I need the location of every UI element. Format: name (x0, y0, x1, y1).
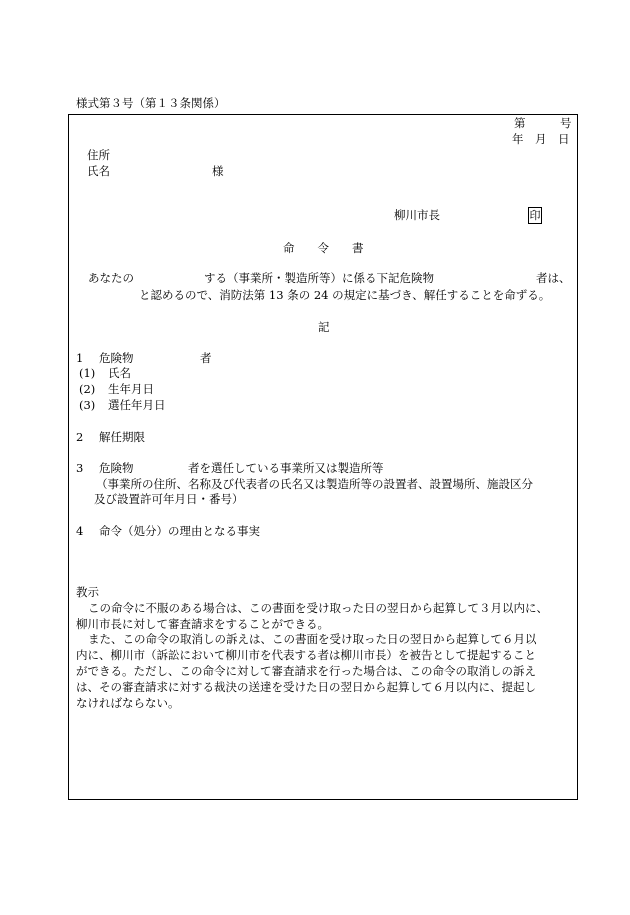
seal-mark: 印 (529, 209, 541, 222)
ki-heading: 記 (318, 320, 330, 334)
item3-note-line2: 及び設置許可年月日・番号） (94, 492, 244, 506)
document-number-line: 第 号 (514, 116, 572, 130)
document-date-line: 年 月 日 (512, 132, 570, 146)
item4-number: 4 (76, 524, 84, 538)
item1-sub2-number: (2) (79, 382, 96, 396)
item1-label-b: 者 (200, 351, 212, 365)
instruction-para2-line5: なければならない。 (76, 696, 180, 710)
body-line2: と認めるので、消防法第 13 条の 24 の規定に基づき、解任することを命ずる。 (139, 288, 551, 302)
document-title: 命 令 書 (283, 241, 364, 255)
item1-sub3-number: (3) (79, 398, 96, 412)
item2-text: 解任期限 (99, 430, 145, 444)
item3-label-a: 危険物 (99, 461, 134, 475)
item3-note-line1: （事業所の住所、名称及び代表者の氏名又は製造所等の設置者、設置場所、施設区分 (96, 477, 533, 491)
item3-number: 3 (76, 461, 84, 475)
issuer-title: 柳川市長 (394, 208, 440, 222)
item4-text: 命令（処分）の理由となる事実 (99, 524, 260, 538)
instruction-para2-line3: ができる。ただし、この命令に対して審査請求を行った場合は、この命令の取消しの訴え (76, 664, 536, 678)
address-label: 住所 (87, 148, 110, 162)
instruction-para1-line1: この命令に不服のある場合は、この書面を受け取った日の翌日から起算して３月以内に、 (88, 601, 548, 615)
body-line1-part-b: する（事業所・製造所等）に係る下記危険物 (204, 271, 434, 285)
form-title: 様式第３号（第１３条関係） (76, 96, 226, 110)
item1-sub1-number: (1) (79, 366, 96, 380)
instruction-para2-line2: 内に、柳川市（訴訟において柳川市を代表する者は柳川市長）を被告として提起すること (76, 648, 536, 662)
instruction-heading: 教示 (76, 585, 99, 599)
item1-sub1-text: 氏名 (108, 366, 131, 380)
instruction-para2-line4: は、その審査請求に対する裁決の送達を受けた日の翌日から起算して６月以内に、提起し (76, 680, 536, 694)
item3-label-b: 者を選任している事業所又は製造所等 (188, 461, 384, 475)
name-label: 氏名 (87, 164, 110, 178)
instruction-para1-line2: 柳川市長に対して審査請求をすることができる。 (76, 617, 329, 631)
honorific-sama: 様 (212, 164, 224, 178)
item1-sub3-text: 選任年月日 (108, 398, 166, 412)
instruction-para2-line1: また、この命令の取消しの訴えは、この書面を受け取った日の翌日から起算して６月以 (88, 632, 537, 646)
item1-sub2-text: 生年月日 (108, 382, 154, 396)
item2-number: 2 (76, 430, 84, 444)
body-line1-part-a: あなたの (88, 271, 134, 285)
item1-label-a: 危険物 (99, 351, 134, 365)
body-line1-part-c: 者は、 (536, 271, 571, 285)
item1-number: 1 (76, 351, 84, 365)
